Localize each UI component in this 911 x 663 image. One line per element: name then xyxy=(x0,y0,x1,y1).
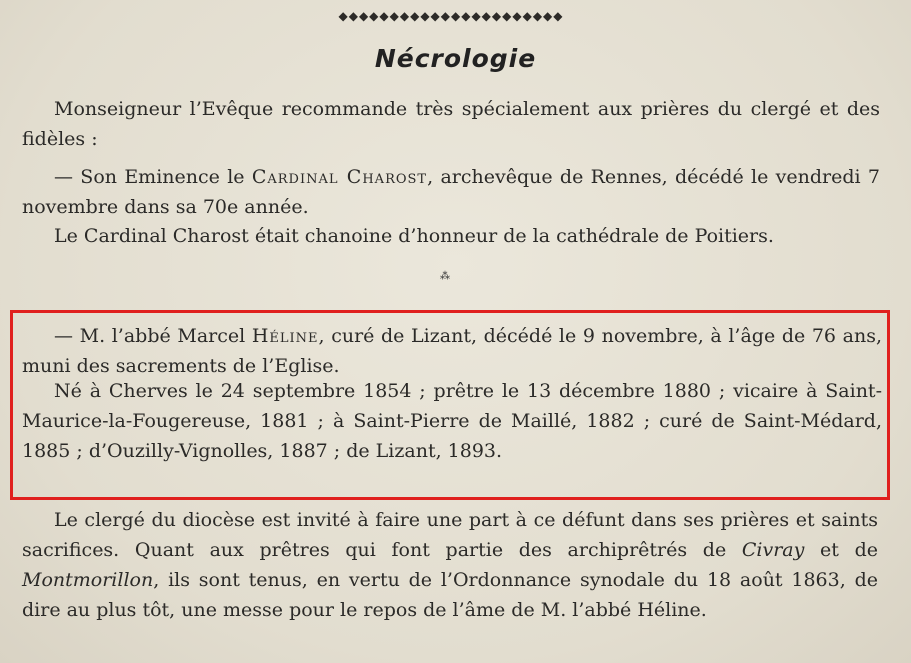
closing-text-start: Le clergé du diocèse est invité à faire une part à ce défunt dans ses prières et saints sacrifices. Quant aux prêtres qui font partie des archiprêtrés de xyxy=(22,509,878,561)
highlight-annotation-box xyxy=(10,310,890,500)
charost-name: Cardinal Charost xyxy=(251,166,428,188)
montmorillon-name: Montmorillon xyxy=(22,569,154,591)
closing-paragraph xyxy=(22,505,878,625)
closing-text-end: , ils sont tenus, en vertu de l’Ordonnance synodale du 18 août 1863, de dire au plus tôt, une messe pour le repos de l’âme de M. l’abbé Héline. xyxy=(22,569,878,621)
civray-name: Civray xyxy=(741,539,805,561)
charost-text-end: , archevêque de Rennes, décédé le vendredi 7 novembre dans sa 70e année. xyxy=(22,166,880,218)
heline-text-start: — M. l’abbé Marcel xyxy=(54,325,252,347)
charost-obituary-paragraph xyxy=(22,162,880,222)
charost-canon-paragraph: Le Cardinal Charost était chanoine d’honneur de la cathédrale de Poitiers. xyxy=(54,225,774,247)
section-title: Nécrologie xyxy=(374,44,537,73)
heline-name: Héline xyxy=(251,325,319,347)
intro-paragraph: Monseigneur l’Evêque recommande très spécialement aux prières du clergé et des fidèles : xyxy=(22,98,880,150)
header-ornament-rule: ◆◆◆◆◆◆◆◆◆◆◆◆◆◆◆◆◆◆◆◆◆◆ xyxy=(338,9,564,23)
heline-text-end: , curé de Lizant, décédé le 9 novembre, à l’âge de 76 ans, muni des sacrements de l’Eglise. xyxy=(22,325,882,377)
closing-text-mid: et de xyxy=(804,539,878,561)
asterism-separator: ⁂ xyxy=(440,271,450,282)
heline-career-paragraph: Né à Cherves le 24 septembre 1854 ; prêtre le 13 décembre 1880 ; vicaire à Saint-Maurice-la-Fougereuse, 1881 ; à Saint-Pierre de Maillé, 1882 ; curé de Saint-Médard, 1885 ; d’Ouzilly-Vignolles, 1887 ; de Lizant, 1893. xyxy=(22,380,882,462)
charost-text-start: — Son Eminence le xyxy=(54,166,252,188)
